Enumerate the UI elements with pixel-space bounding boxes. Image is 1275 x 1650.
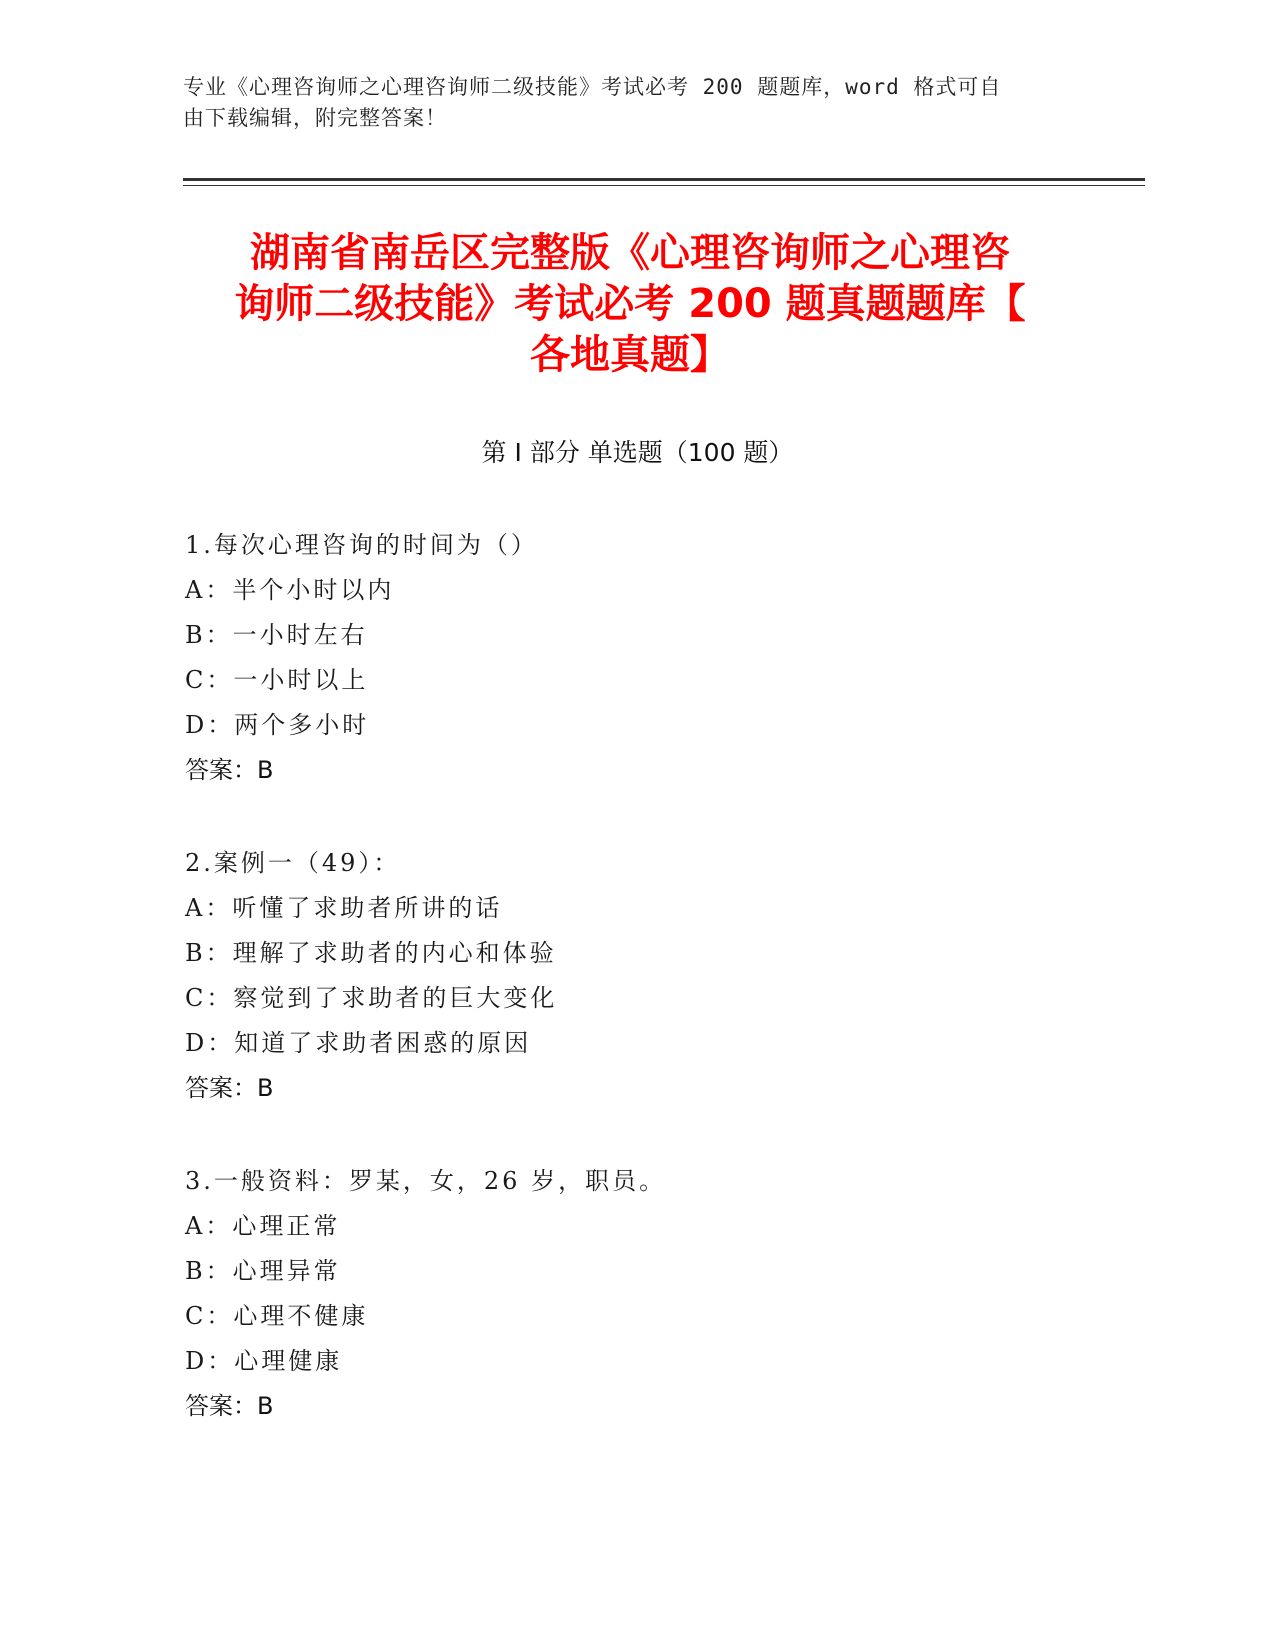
question-stem: 2.案例一（49）：	[185, 849, 401, 877]
header-note-line-1: 专业《心理咨询师之心理咨询师二级技能》考试必考 200 题题库，word 格式可自	[183, 75, 1002, 99]
header-note-line-2: 由下载编辑，附完整答案！	[183, 106, 447, 130]
document-title	[190, 228, 1070, 381]
option-c: C：察觉到了求助者的巨大变化	[185, 984, 558, 1012]
answer: 答案：B	[185, 756, 274, 784]
document-title-line-3: 各地真题】	[530, 332, 730, 378]
answer: 答案：B	[185, 1074, 274, 1102]
header-divider-thick	[183, 178, 1145, 181]
header-divider-thin	[183, 185, 1145, 186]
question-3	[185, 1159, 1085, 1429]
option-c: C：心理不健康	[185, 1302, 369, 1330]
answer: 答案：B	[185, 1392, 274, 1420]
question-list	[185, 523, 1085, 1477]
option-a: A：听懂了求助者所讲的话	[185, 894, 503, 922]
option-d: D：知道了求助者困惑的原因	[185, 1029, 532, 1057]
question-stem: 3.一般资料：罗某，女，26 岁，职员。	[185, 1167, 667, 1195]
section-heading: 第 I 部分 单选题（100 题）	[481, 438, 794, 467]
question-2	[185, 841, 1085, 1111]
option-a: A：心理正常	[185, 1212, 341, 1240]
question-1	[185, 523, 1085, 793]
document-title-line-2: 询师二级技能》考试必考 200 题真题题库【	[234, 281, 1026, 327]
option-a: A：半个小时以内	[185, 576, 395, 604]
document-title-line-1: 湖南省南岳区完整版《心理咨询师之心理咨	[250, 230, 1010, 276]
option-b: B：心理异常	[185, 1257, 341, 1285]
option-c: C：一小时以上	[185, 666, 369, 694]
option-b: B：一小时左右	[185, 621, 368, 649]
option-d: D：两个多小时	[185, 711, 370, 739]
header-note	[183, 72, 1063, 134]
question-stem: 1.每次心理咨询的时间为（）	[185, 531, 538, 559]
option-d: D：心理健康	[185, 1347, 343, 1375]
option-b: B：理解了求助者的内心和体验	[185, 939, 557, 967]
